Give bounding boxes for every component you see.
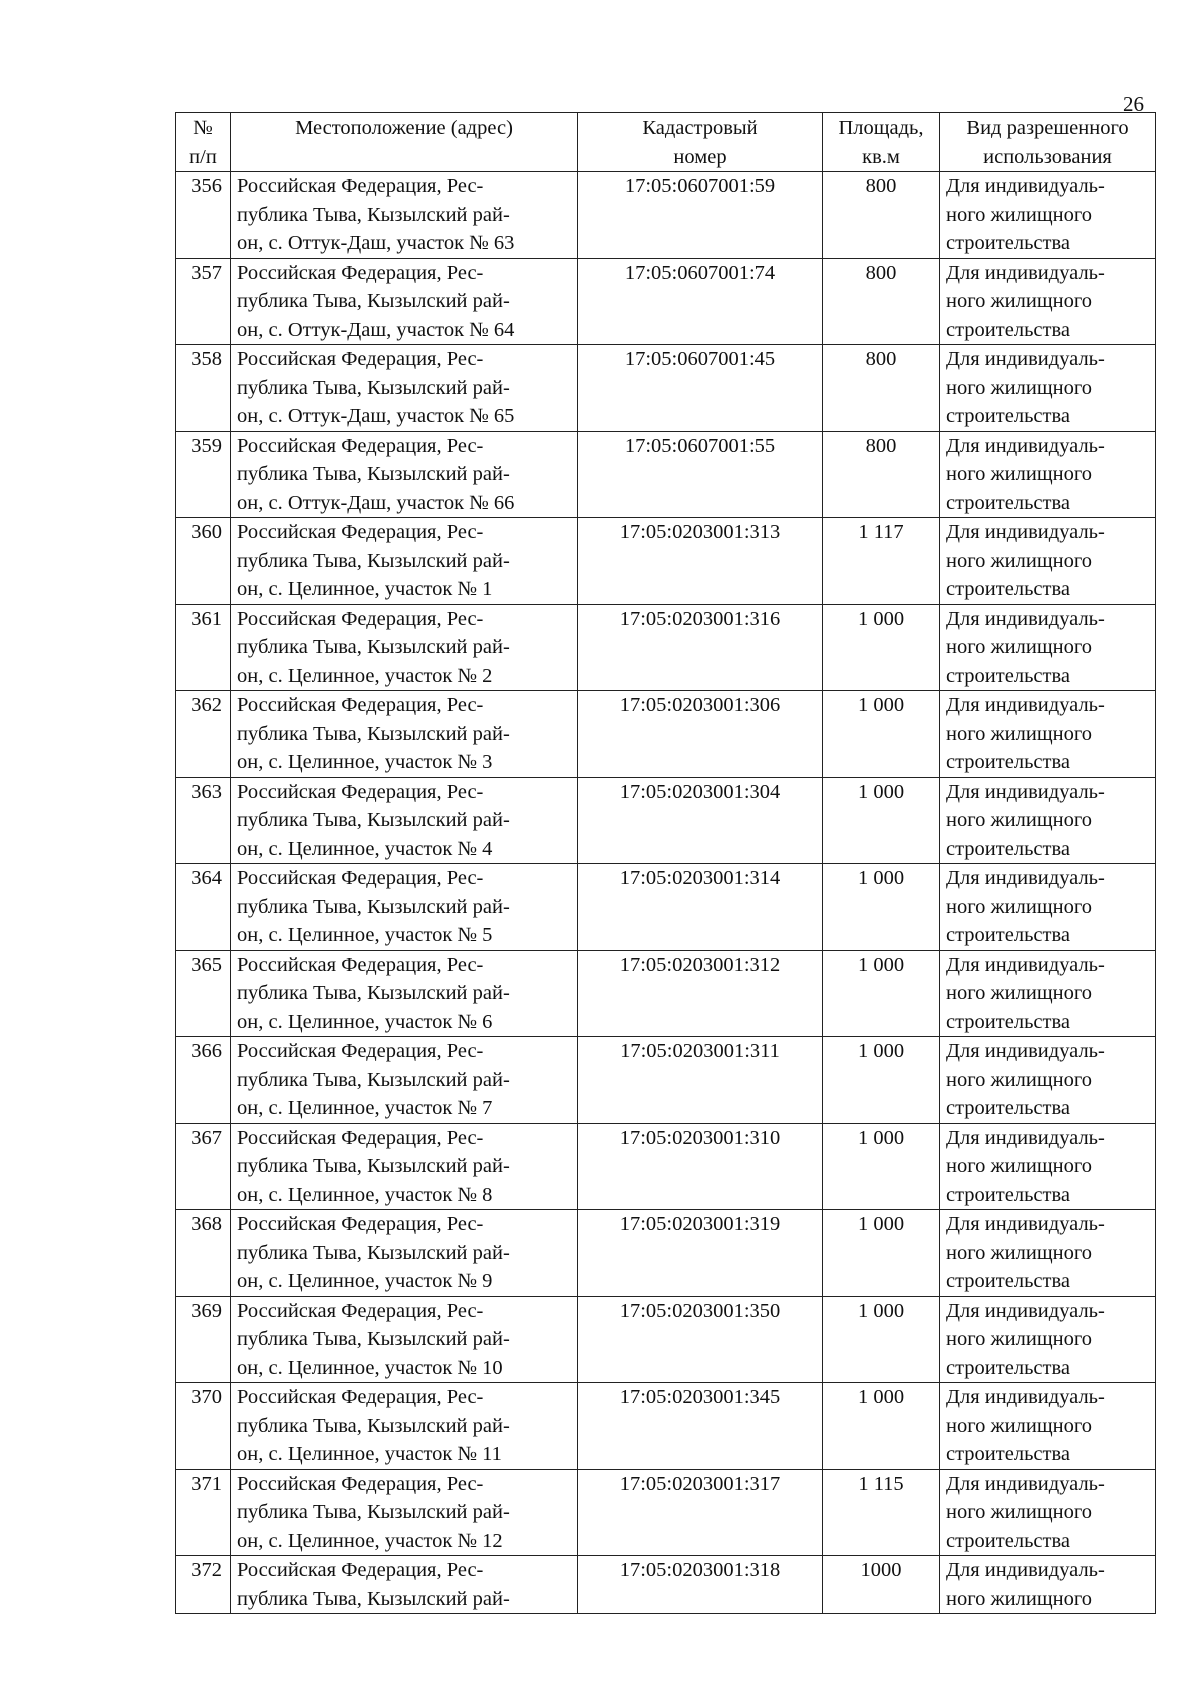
- row-area: 1 000: [823, 1383, 940, 1470]
- row-permitted-use: Для индивидуаль- ного жилищного строительства: [940, 1383, 1156, 1470]
- row-number: 362: [176, 691, 231, 778]
- row-permitted-use: Для индивидуаль- ного жилищного строительства: [940, 258, 1156, 345]
- row-permitted-use: Для индивидуаль- ного жилищного строительства: [940, 431, 1156, 518]
- row-address: Российская Федерация, Рес- публика Тыва, Кызылский рай- он, с. Целинное, участок № 11: [231, 1383, 578, 1470]
- row-area: 1 000: [823, 604, 940, 691]
- header-cadastral-number: Кадастровый номер: [578, 113, 823, 172]
- row-number: 366: [176, 1037, 231, 1124]
- row-area: 800: [823, 431, 940, 518]
- row-area: 1 000: [823, 777, 940, 864]
- row-number: 363: [176, 777, 231, 864]
- row-cadastral-number: 17:05:0607001:45: [578, 345, 823, 432]
- row-permitted-use: Для индивидуаль- ного жилищного строительства: [940, 172, 1156, 259]
- row-area: 1000: [823, 1556, 940, 1614]
- row-number: 356: [176, 172, 231, 259]
- row-cadastral-number: 17:05:0203001:319: [578, 1210, 823, 1297]
- header-permitted-use: Вид разрешенного использования: [940, 113, 1156, 172]
- row-cadastral-number: 17:05:0203001:316: [578, 604, 823, 691]
- table-row: [176, 1210, 1156, 1297]
- row-address: Российская Федерация, Рес- публика Тыва, Кызылский рай- он, с. Целинное, участок № 12: [231, 1469, 578, 1556]
- table-row: [176, 1296, 1156, 1383]
- row-cadastral-number: 17:05:0203001:306: [578, 691, 823, 778]
- row-number: 368: [176, 1210, 231, 1297]
- row-area: 1 115: [823, 1469, 940, 1556]
- table-row: [176, 1123, 1156, 1210]
- row-permitted-use: Для индивидуаль- ного жилищного строительства: [940, 1210, 1156, 1297]
- row-number: 359: [176, 431, 231, 518]
- row-area: 800: [823, 345, 940, 432]
- row-address: Российская Федерация, Рес- публика Тыва, Кызылский рай- он, с. Целинное, участок № 6: [231, 950, 578, 1037]
- row-address: Российская Федерация, Рес- публика Тыва, Кызылский рай- он, с. Оттук-Даш, участок № 65: [231, 345, 578, 432]
- row-address: Российская Федерация, Рес- публика Тыва, Кызылский рай- он, с. Оттук-Даш, участок № 66: [231, 431, 578, 518]
- row-address: Российская Федерация, Рес- публика Тыва, Кызылский рай- он, с. Целинное, участок № 7: [231, 1037, 578, 1124]
- row-permitted-use: Для индивидуаль- ного жилищного строительства: [940, 864, 1156, 951]
- table-row: [176, 1469, 1156, 1556]
- row-address: Российская Федерация, Рес- публика Тыва, Кызылский рай- он, с. Целинное, участок № 2: [231, 604, 578, 691]
- row-cadastral-number: 17:05:0203001:317: [578, 1469, 823, 1556]
- table-row: [176, 691, 1156, 778]
- table-row: [176, 172, 1156, 259]
- row-number: 364: [176, 864, 231, 951]
- row-permitted-use: Для индивидуаль- ного жилищного строительства: [940, 604, 1156, 691]
- row-permitted-use: Для индивидуаль- ного жилищного строительства: [940, 691, 1156, 778]
- row-cadastral-number: 17:05:0203001:304: [578, 777, 823, 864]
- row-cadastral-number: 17:05:0203001:313: [578, 518, 823, 605]
- table-row: [176, 431, 1156, 518]
- row-area: 1 000: [823, 950, 940, 1037]
- row-address: Российская Федерация, Рес- публика Тыва, Кызылский рай- он, с. Целинное, участок № 9: [231, 1210, 578, 1297]
- row-permitted-use: Для индивидуаль- ного жилищного строительства: [940, 1123, 1156, 1210]
- row-address: Российская Федерация, Рес- публика Тыва, Кызылский рай- он, с. Целинное, участок № 5: [231, 864, 578, 951]
- row-address: Российская Федерация, Рес- публика Тыва, Кызылский рай- он, с. Целинное, участок № 8: [231, 1123, 578, 1210]
- row-area: 1 117: [823, 518, 940, 605]
- table-row: [176, 518, 1156, 605]
- row-permitted-use: Для индивидуаль- ного жилищного строительства: [940, 1296, 1156, 1383]
- row-cadastral-number: 17:05:0203001:318: [578, 1556, 823, 1614]
- row-cadastral-number: 17:05:0607001:55: [578, 431, 823, 518]
- row-cadastral-number: 17:05:0203001:350: [578, 1296, 823, 1383]
- table-row: [176, 1556, 1156, 1614]
- row-cadastral-number: 17:05:0203001:314: [578, 864, 823, 951]
- row-permitted-use: Для индивидуаль- ного жилищного строительства: [940, 1469, 1156, 1556]
- header-area: Площадь, кв.м: [823, 113, 940, 172]
- table-header-row: [176, 113, 1156, 172]
- row-area: 800: [823, 258, 940, 345]
- table-row: [176, 777, 1156, 864]
- row-number: 367: [176, 1123, 231, 1210]
- row-number: 369: [176, 1296, 231, 1383]
- row-permitted-use: Для индивидуаль- ного жилищного строительства: [940, 950, 1156, 1037]
- row-permitted-use: Для индивидуаль- ного жилищного строительства: [940, 1037, 1156, 1124]
- page-number: 26: [1123, 92, 1144, 116]
- row-address: Российская Федерация, Рес- публика Тыва, Кызылский рай- он, с. Целинное, участок № 10: [231, 1296, 578, 1383]
- header-address: Местоположение (адрес): [231, 113, 578, 172]
- row-cadastral-number: 17:05:0203001:312: [578, 950, 823, 1037]
- table-row: [176, 864, 1156, 951]
- row-number: 372: [176, 1556, 231, 1614]
- table-row: [176, 345, 1156, 432]
- row-cadastral-number: 17:05:0203001:345: [578, 1383, 823, 1470]
- row-address: Российская Федерация, Рес- публика Тыва, Кызылский рай- он, с. Целинное, участок № 1: [231, 518, 578, 605]
- table-row: [176, 1383, 1156, 1470]
- row-address: Российская Федерация, Рес- публика Тыва, Кызылский рай- он, с. Целинное, участок № 3: [231, 691, 578, 778]
- table-row: [176, 950, 1156, 1037]
- row-cadastral-number: 17:05:0607001:59: [578, 172, 823, 259]
- row-permitted-use: Для индивидуаль- ного жилищного строительства: [940, 345, 1156, 432]
- row-area: 1 000: [823, 1123, 940, 1210]
- row-address: Российская Федерация, Рес- публика Тыва, Кызылский рай- он, с. Оттук-Даш, участок № 63: [231, 172, 578, 259]
- row-address: Российская Федерация, Рес- публика Тыва, Кызылский рай- он, с. Целинное, участок № 4: [231, 777, 578, 864]
- row-number: 361: [176, 604, 231, 691]
- row-cadastral-number: 17:05:0203001:311: [578, 1037, 823, 1124]
- table-row: [176, 604, 1156, 691]
- row-address: Российская Федерация, Рес- публика Тыва, Кызылский рай-: [231, 1556, 578, 1614]
- row-number: 370: [176, 1383, 231, 1470]
- row-area: 1 000: [823, 1296, 940, 1383]
- row-permitted-use: Для индивидуаль- ного жилищного: [940, 1556, 1156, 1614]
- row-area: 1 000: [823, 1037, 940, 1124]
- row-number: 365: [176, 950, 231, 1037]
- row-number: 357: [176, 258, 231, 345]
- header-number: № п/п: [176, 113, 231, 172]
- row-number: 371: [176, 1469, 231, 1556]
- row-cadastral-number: 17:05:0607001:74: [578, 258, 823, 345]
- row-permitted-use: Для индивидуаль- ного жилищного строительства: [940, 518, 1156, 605]
- row-number: 360: [176, 518, 231, 605]
- row-area: 1 000: [823, 691, 940, 778]
- row-cadastral-number: 17:05:0203001:310: [578, 1123, 823, 1210]
- table-row: [176, 258, 1156, 345]
- row-permitted-use: Для индивидуаль- ного жилищного строительства: [940, 777, 1156, 864]
- row-number: 358: [176, 345, 231, 432]
- table-row: [176, 1037, 1156, 1124]
- row-area: 1 000: [823, 1210, 940, 1297]
- row-address: Российская Федерация, Рес- публика Тыва, Кызылский рай- он, с. Оттук-Даш, участок № 64: [231, 258, 578, 345]
- land-plots-table: [175, 112, 1156, 1614]
- row-area: 1 000: [823, 864, 940, 951]
- row-area: 800: [823, 172, 940, 259]
